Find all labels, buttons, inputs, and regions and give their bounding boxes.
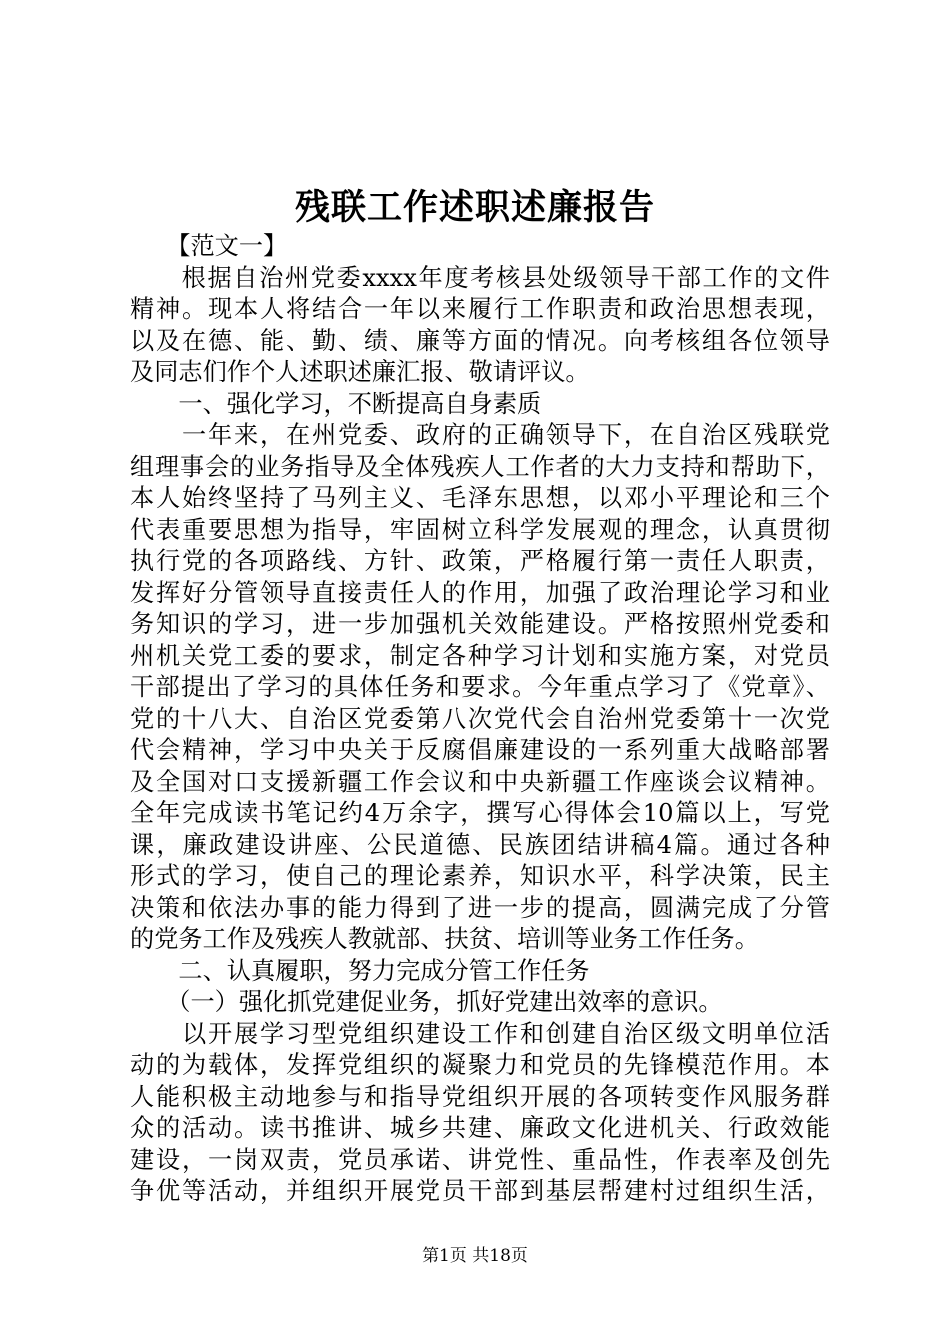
body-line: （一）强化抓党建促业务，抓好党建出效率的意识。 xyxy=(130,988,723,1016)
body-line: 及同志们作个人述职述廉汇报、敬请评议。 xyxy=(130,358,590,386)
body-line: 一、强化学习，不断提高自身素质 xyxy=(130,389,542,418)
body-line: 代表重要思想为指导，牢固树立科学发展观的理念，认真贯彻 xyxy=(130,515,830,544)
body-line: 决策和依法办事的能力得到了进一步的提高，圆满完成了分管 xyxy=(130,893,830,922)
body-line: 建设，一岗双责，党员承诺、讲党性、重品性，作表率及创先 xyxy=(130,1145,830,1174)
body-line: 众的活动。读书推讲、城乡共建、廉政文化进机关、行政效能 xyxy=(130,1114,830,1142)
body-line: 一年来，在州党委、政府的正确领导下，在自治区残联党 xyxy=(130,421,830,449)
body-line: 以及在德、能、勤、绩、廉等方面的情况。向考核组各位领导 xyxy=(130,326,830,355)
body-line: 执行党的各项路线、方针、政策，严格履行第一责任人职责， xyxy=(130,547,830,575)
body-line: 代会精神，学习中央关于反腐倡廉建设的一系列重大战略部署 xyxy=(130,736,830,764)
body-line: 动的为载体，发挥党组织的凝聚力和党员的先锋模范作用。本 xyxy=(130,1051,830,1079)
body-line: 争优等活动，并组织开展党员干部到基层帮建村过组织生活， xyxy=(130,1177,830,1205)
body-line: 本人始终坚持了马列主义、毛泽东思想，以邓小平理论和三个 xyxy=(130,484,830,512)
document-title: 残联工作述职述廉报告 xyxy=(294,187,655,228)
body-line: 务知识的学习，进一步加强机关效能建设。严格按照州党委和 xyxy=(130,610,830,638)
body-line: 形式的学习，使自己的理论素养，知识水平，科学决策，民主 xyxy=(130,862,830,890)
body-line: 全年完成读书笔记约4万余字，撰写心得体会10篇以上，写党 xyxy=(130,799,830,827)
body-line: 及全国对口支援新疆工作会议和中央新疆工作座谈会议精神。 xyxy=(130,767,830,796)
page-footer: 第1页 共18页 xyxy=(422,1246,528,1266)
body-line: 二、认真履职，努力完成分管工作任务 xyxy=(130,956,590,985)
body-line: 人能积极主动地参与和指导党组织开展的各项转变作风服务群 xyxy=(130,1082,830,1111)
body-line: 以开展学习型党组织建设工作和创建自治区级文明单位活 xyxy=(130,1019,830,1048)
body-line: 根据自治州党委xxxx年度考核县处级领导干部工作的文件 xyxy=(130,263,830,292)
document-body xyxy=(130,231,830,1208)
body-line: 组理事会的业务指导及全体残疾人工作者的大力支持和帮助下， xyxy=(130,452,830,481)
body-line: 发挥好分管领导直接责任人的作用，加强了政治理论学习和业 xyxy=(130,578,830,607)
body-line: 州机关党工委的要求，制定各种学习计划和实施方案，对党员 xyxy=(130,641,830,670)
body-line: 精神。现本人将结合一年以来履行工作职责和政治思想表现， xyxy=(130,295,830,323)
body-line: 课，廉政建设讲座、公民道德、民族团结讲稿4篇。通过各种 xyxy=(130,830,830,859)
body-line: 的党务工作及残疾人教就部、扶贫、培训等业务工作任务。 xyxy=(130,925,759,953)
body-line: 党的十八大、自治区党委第八次党代会自治州党委第十一次党 xyxy=(130,704,830,733)
body-line: 【范文一】 xyxy=(130,232,288,260)
body-line: 干部提出了学习的具体任务和要求。今年重点学习了《党章》、 xyxy=(130,673,830,701)
